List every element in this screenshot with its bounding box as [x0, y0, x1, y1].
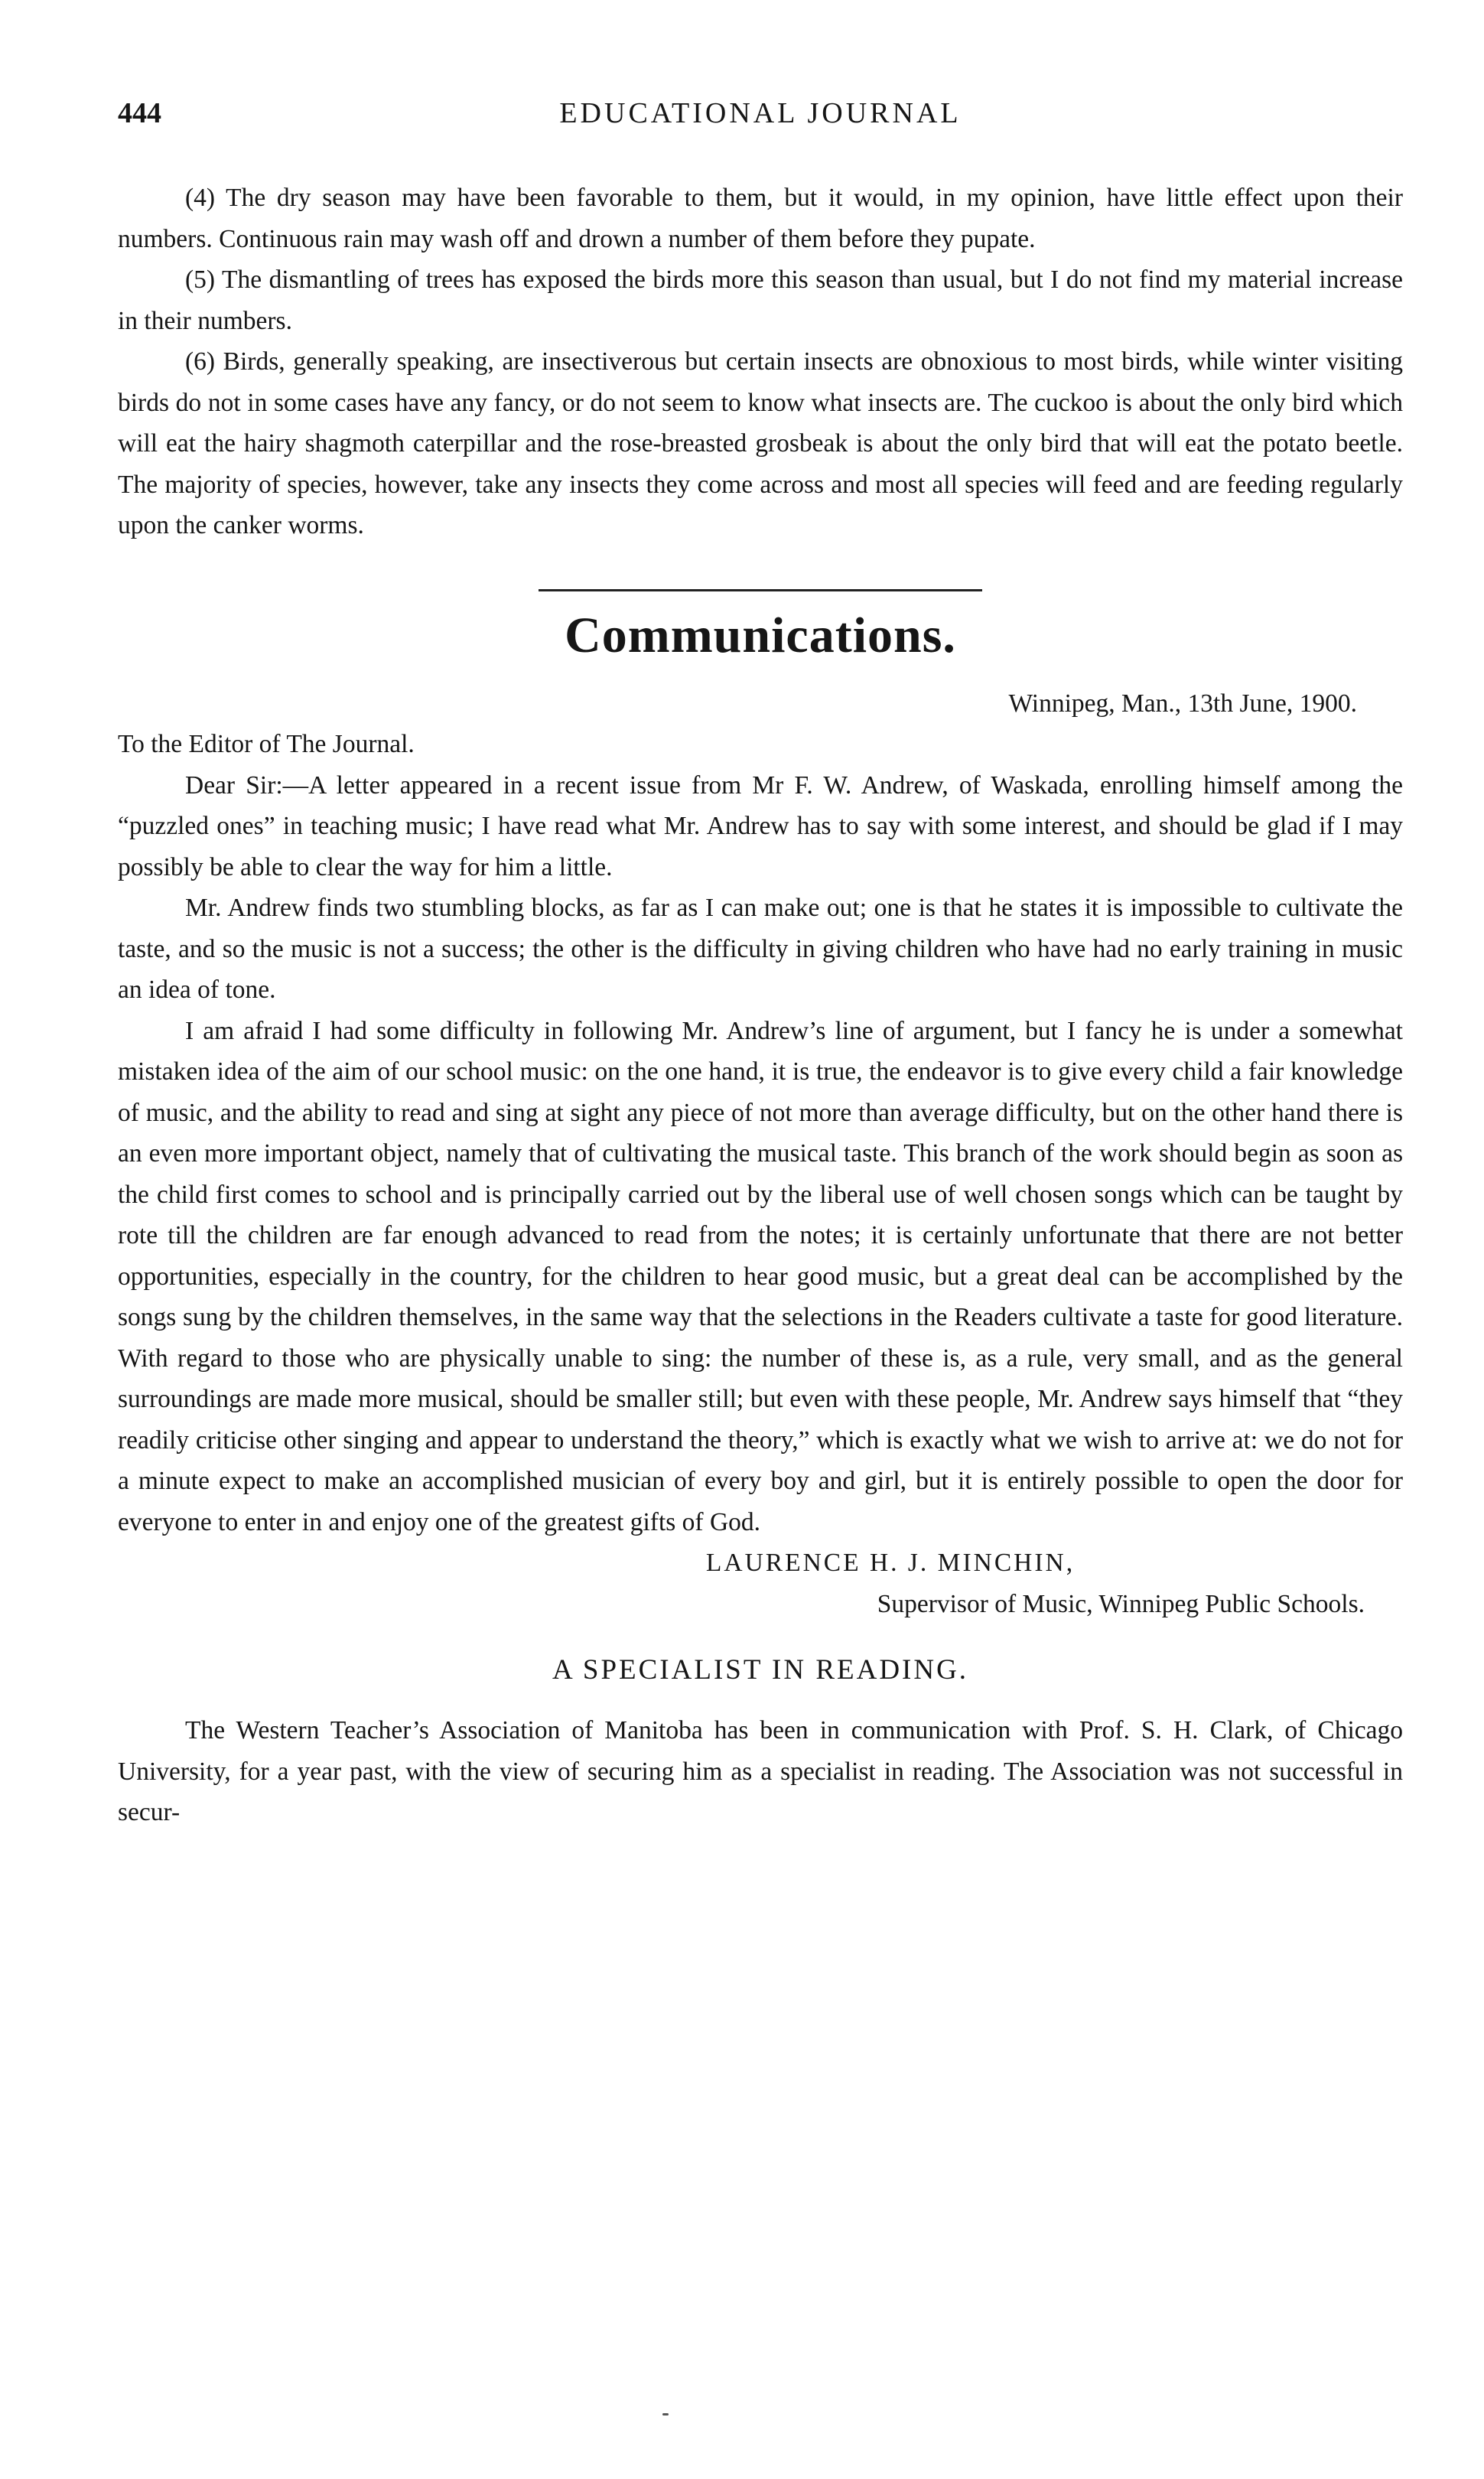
letter-salutation: To the Editor of The Journal. [118, 730, 415, 758]
letter-paragraph: Mr. Andrew finds two stumbling blocks, as far as I can make out; one is that he states it is impossible to cultivate the taste, and so the music is not a success; the other is the difficulty in giving children who have had no early training in music an idea of tone. [118, 894, 1403, 1004]
letter-paragraph: Dear Sir:—A letter appeared in a recent issue from Mr F. W. Andrew, of Waskada, enrolling himself among the “puzzled ones” in teaching music; I have read what Mr. Andrew has to say with some interest, and should be glad if I may possibly be able to clear the way for him a little. [118, 770, 1403, 881]
page-header [118, 96, 1403, 142]
printer-mark [662, 2413, 669, 2415]
specialist-heading: A SPECIALIST IN READING. [552, 1654, 969, 1686]
journal-title: EDUCATIONAL JOURNAL [559, 97, 962, 129]
letter-paragraph: I am afraid I had some difficulty in following Mr. Andrew’s line of argument, but I fancy he is under a somewhat mistaken idea of the aim of our school music: on the one hand, it is true, the endeavor is to give every child a fair knowledge of music, and the ability to read and sing at sight any piece of not more than average difficulty, but on the other hand there is an even more important object, namely that of cultivating the musical taste. This branch of the work should begin as soon as the child first comes to school and is principally carried out by the liberal use of well chosen songs which can be taught by rote till the children are far enough advanced to read from the notes; it is certainly unfortunate that there are not better opportunities, especially in the country, for the children to hear good music, but a great deal can be accomplished by the songs sung by the children themselves, in the same way that the selections in the Readers cultivate a taste for good literature. With regard to those who are physically unable to sing: the number of these is, as a rule, very small, and as the general surroundings are made more musical, should be smaller still; but even with these people, Mr. Andrew says himself that “they readily criticise other singing and appear to understand the theory,” which is exactly what we wish to arrive at: we do not for a minute expect to make an accomplished musician of every boy and girl, but it is entirely possible to open the door for everyone to enter in and enjoy one of the greatest gifts of God. [118, 1016, 1403, 1536]
answer-paragraph: (5) The dismantling of trees has exposed the birds more this season than usual, but I do not find my material increase in their numbers. [118, 265, 1403, 335]
section-divider [539, 589, 982, 591]
page-number: 444 [118, 97, 161, 129]
letter-signature-name: LAURENCE H. J. MINCHIN, [705, 1549, 1076, 1577]
page-body [118, 178, 1403, 1833]
answer-paragraph: (4) The dry season may have been favorable to them, but it would, in my opinion, have little effect upon their numbers. Continuous rain may wash off and drown a number of them before they pupate. [118, 184, 1403, 253]
letter-dateline: Winnipeg, Man., 13th June, 1900. [1008, 689, 1357, 718]
letter-signature-title: Supervisor of Music, Winnipeg Public Schools. [877, 1589, 1365, 1618]
answer-paragraph: (6) Birds, generally speaking, are insectiverous but certain insects are obnoxious to most birds, while winter visiting birds do not in some cases have any fancy, or do not seem to know what insects are. The cuckoo is about the only bird which will eat the hairy shagmoth caterpillar and the rose-breasted grosbeak is about the only bird that will eat the potato beetle. The majority of species, however, take any insects they come across and most all species will feed and are feeding regularly upon the canker worms. [118, 347, 1403, 539]
communications-heading: Communications. [565, 607, 956, 663]
specialist-paragraph: The Western Teacher’s Association of Manitoba has been in communication with Prof. S. H. Clark, of Chicago University, for a year past, with the view of securing him as a specialist in reading. The Association was not successful in secur- [118, 1716, 1403, 1826]
